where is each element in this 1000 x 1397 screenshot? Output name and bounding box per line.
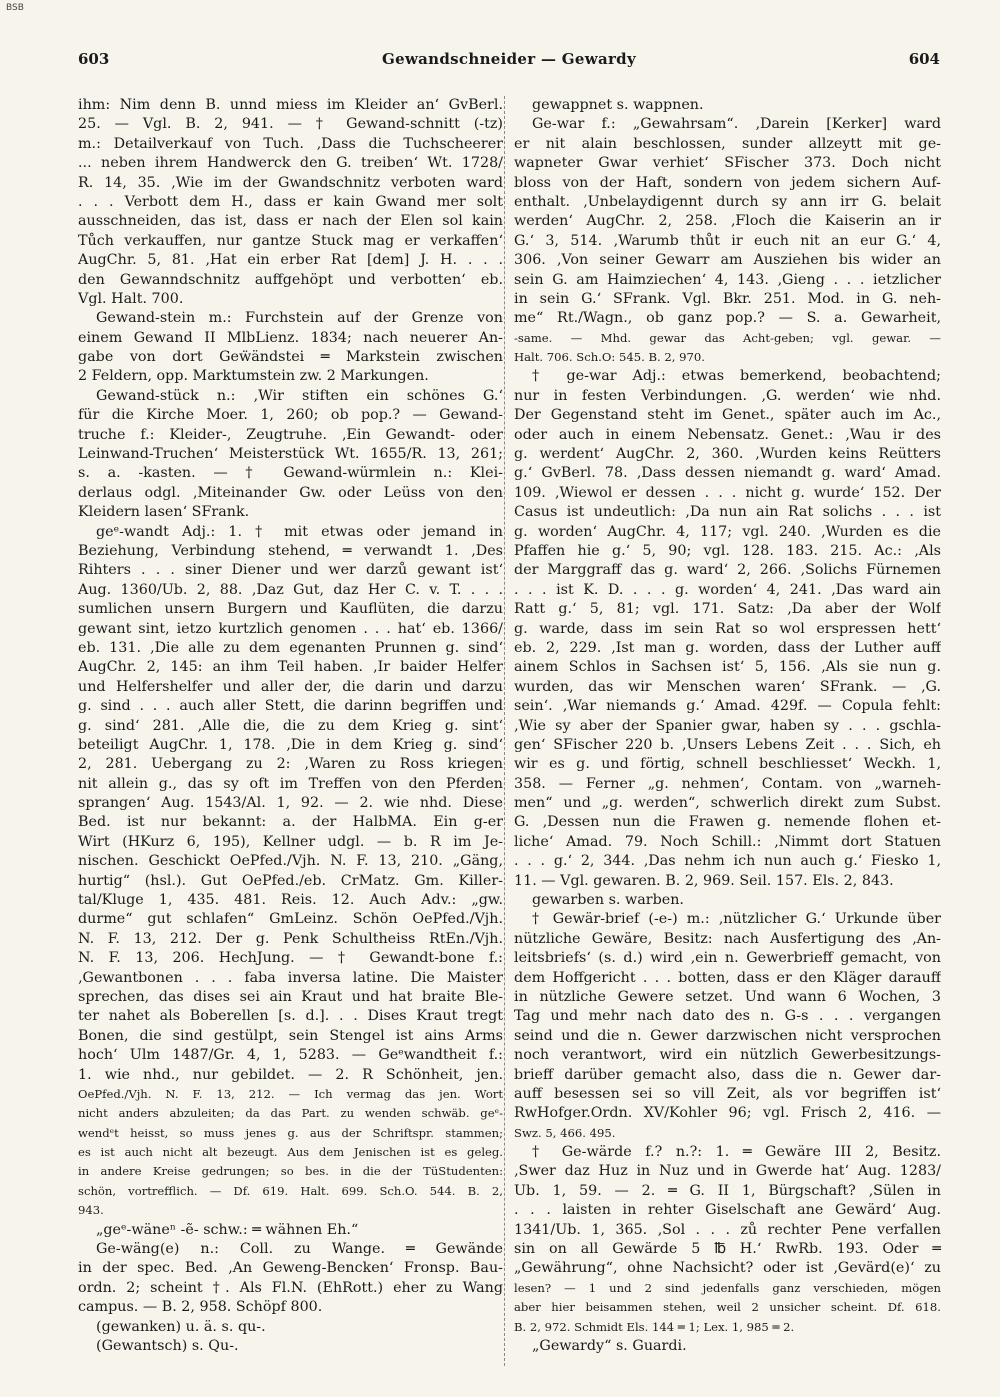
- text-line: hoch‘ Ulm 1487/Gr. 4, 1, 5283. — Geᵉwandtheit f.:: [78, 1047, 503, 1064]
- text-line: nicht anders abzuleiten; da das Part. zu wenden schwäb. geᵉ-: [78, 1106, 503, 1121]
- text-line: derlaus odgl. ‚Miteinander Gw. oder Leüss von den: [78, 484, 503, 501]
- text-line: seind und die n. Gewer darzwischen nicht versprochen: [514, 1027, 941, 1044]
- text-line: campus. — B. 2, 958. Schöpf 800.: [78, 1299, 323, 1316]
- library-stamp: BSB: [6, 3, 24, 13]
- entry-head-line: Gewand-stein m.: Furchstein auf der Grenze von: [96, 310, 503, 327]
- text-line: g. sind‘ 281. ‚Alle die, die zu dem Krieg g. sint‘: [78, 717, 503, 734]
- text-line: enthalt. ‚Unbelaydigennt durch sy ann irr G. belait: [514, 193, 941, 210]
- text-line: bloss von der Haft, sondern von jedem sichern Auf-: [514, 174, 941, 191]
- text-line: in sein G.‘ SFrank. Vgl. Bkr. 251. Mod. in G. neh-: [514, 290, 941, 307]
- text-line: ‚Gewantbonen . . . faba inversa latine. Die Maister: [78, 969, 503, 986]
- text-line: oder auch in einem Nebensatz. Genet.: ‚Wau ir des: [514, 426, 941, 443]
- text-line: . . . g.‘ 2, 344. ‚Das nehm ich nun auch g.‘ Fiesko 1,: [514, 853, 941, 870]
- text-line: g. werdent‘ AugChr. 2, 360. ‚Wurden keins Reütters: [514, 446, 941, 463]
- text-line: g.‘ GvBerl. 78. ‚Dass dessen niemandt g. ward‘ Amad.: [514, 465, 941, 482]
- text-line: truche f.: Kleider-, Zeugtruhe. ‚Ein Gewandt- oder: [78, 426, 503, 443]
- entry-head-line: † ge-war Adj.: etwas bemerkend, beobachtend;: [532, 368, 941, 385]
- text-line: Rihters . . . siner Diener und wer darzů gewant ist‘: [78, 562, 503, 579]
- text-line: sein‘. ‚War niemands g.‘ Amad. 429f. — Copula fehlt:: [514, 698, 941, 715]
- page-number-right: 604: [908, 50, 940, 68]
- text-line: sprangen‘ Aug. 1543/Al. 1, 92. — 2. wie nhd. Diese: [78, 795, 503, 812]
- text-line: wurden, das wir Menschen waren‘ SFrank. — ‚G.: [514, 678, 941, 695]
- text-line: nit allein g., das sy oft im Treffen von den Pferden: [78, 775, 503, 792]
- text-line: Bed. ist nur bekannt: a. der HalbMA. Ein g-er: [78, 814, 503, 831]
- text-line: in nützliche Gewere setzet. Und wann 6 Wochen, 3: [514, 988, 941, 1005]
- text-line: AugChr. 5, 81. ‚Hat ein erber Rat [dem] J. H. . . .: [78, 252, 503, 269]
- text-line: Tůch verkauffen, nur gantze Stuck mag er verkaffen‘: [78, 232, 503, 249]
- text-line: RwHofger.Ordn. XV/Kohler 96; vgl. Frisch 2, 416. —: [514, 1105, 941, 1122]
- text-line: OePfed./Vjh. N. F. 13, 212. — Ich vermag das jen. Wort: [78, 1086, 503, 1101]
- text-line: ordn. 2; scheint †. Als Fl.N. (EhRott.) eher zu Wang: [78, 1279, 503, 1296]
- text-line: eb. 2, 229. ‚Ist man g. worden, dass der Luther auff: [514, 639, 941, 656]
- text-line: Ub. 1, 59. — 2. ═ G. II 1, Bürgschaft? ‚Sülen in: [514, 1182, 941, 1199]
- text-line: „Gewährung“, ohne Nachsicht? oder ist ‚Gevärd(e)‘ zu: [514, 1260, 941, 1277]
- text-line: g. worden‘ AugChr. 4, 117; vgl. 240. ‚Wurden es die: [514, 523, 941, 540]
- text-line: wir es g. und förtig, schnell beschliesset‘ Weckh. 1,: [514, 756, 941, 773]
- text-line: und Helfershelfer und aller der, die darin und darzu: [78, 678, 503, 695]
- entry-head-line: (Gewantsch) s. Qu-.: [96, 1338, 239, 1354]
- text-line: Aug. 1360/Ub. 2, 88. ‚Daz Gut, daz Her C. v. T. . . .: [78, 581, 503, 598]
- text-line: aber hier beisammen stehen, weil 2 unsicher scheint. Df. 618.: [514, 1300, 941, 1315]
- text-line: sprechen, das dises sei ain Kraut und hat braite Ble-: [78, 988, 503, 1005]
- text-line: nützliche Gewäre, Besitz: nach Ausfertigung des ‚An-: [514, 930, 941, 947]
- entry-head-line: geᵉ-wandt Adj.: 1. † mit etwas oder jemand in: [96, 523, 503, 540]
- entry-head-line: Ge-war f.: „Gewahrsam“. ‚Darein [Kerker] ward: [532, 116, 941, 133]
- text-line: AugChr. 2, 145: an ihm Teil haben. ‚Ir baider Helfer: [78, 659, 503, 676]
- text-line: einem Gewand II MlbLienz. 1834; nach neuerer An-: [78, 329, 503, 346]
- text-line: 25. — Vgl. B. 2, 941. — † Gewand-schnitt (-tz): [78, 116, 503, 133]
- text-line: den Gewanndschnitz auffgehöpt und verbotten‘ eb.: [78, 271, 503, 288]
- text-line: ... neben ihrem Handwerck den G. treiben‘ Wt. 1728/: [78, 155, 503, 172]
- text-line: tal/Kluge 1, 435. 481. Reis. 12. Auch Adv.: „gw.: [78, 892, 503, 909]
- text-line: men“ und „g. werden“, schwerlich direkt zum Subst.: [514, 795, 941, 812]
- text-line: G.‘ 3, 514. ‚Warumb thůt ir euch nit an eur G.‘ 4,: [514, 232, 941, 249]
- text-line: g. warde, dass im sein Rat so wol erspressen hett‘: [514, 620, 941, 637]
- text-line: Vgl. Halt. 700.: [78, 290, 184, 307]
- text-line: Leinwand-Truchen‘ Meisterstück Wt. 1655/R. 13, 261;: [78, 446, 503, 463]
- text-line: 2, 281. Uebergang zu 2: ‚Waren zu Ross kriegen: [78, 756, 503, 773]
- text-line: dem Hoffgericht . . . botten, dass er den Kläger darauff: [514, 969, 941, 986]
- text-line: Pfaffen hie g.‘ 5, 90; vgl. 128. 183. 215. Ac.: ‚Als: [514, 542, 941, 559]
- text-line: wendᵉt heisst, so muss jenes g. aus der Schriftspr. stammen;: [78, 1125, 503, 1140]
- text-line: hurtig“ (hsl.). Gut OePfed./eb. CrMatz. Gm. Killer-: [78, 872, 503, 889]
- text-line: Kleidern lasen‘ SFrank.: [78, 504, 250, 521]
- text-line: nischen. Geschickt OePfed./Vjh. N. F. 13, 210. „Gäng,: [78, 853, 503, 870]
- page-number-left: 603: [78, 50, 110, 68]
- text-line: ‚Swer daz Huz in Nuz und in Gwerde hat‘ Aug. 1283/: [514, 1163, 941, 1180]
- text-line: ‚Wie sy aber der Spanier gwar, haben sy . . . gschla-: [514, 717, 941, 734]
- left-column: [78, 96, 503, 1356]
- text-line: sumlichen unsern Burgern und Kauflüten, die darzu: [78, 601, 503, 618]
- text-line: g. sind . . . auch aller Stett, die darinn begriffen und: [78, 698, 503, 715]
- text-line: Casus ist undeutlich: ‚Da nun ain Rat solichs . . . ist: [514, 504, 941, 521]
- text-line: B. 2, 972. Schmidt Els. 144 ═ 1; Lex. 1, 985 ═ 2.: [514, 1319, 795, 1334]
- text-line: N. F. 13, 212. Der g. Penk Schultheiss RtEn./Vjh.: [78, 930, 503, 947]
- text-line: me“ Rt./Wagn., ob ganz pop.? — S. a. Gewarheit,: [514, 310, 941, 327]
- text-line: 943.: [78, 1203, 104, 1218]
- entry-head-line: (gewanken) u. ä. s. qu-.: [96, 1318, 266, 1335]
- text-line: ter nahet als Boberellen [s. d.]. . . Dises Kraut tregt: [78, 1008, 503, 1025]
- running-head: Gewandschneider — Gewardy: [382, 50, 636, 68]
- text-line: Swz. 5, 466. 495.: [514, 1125, 616, 1140]
- text-line: Bonen, die sind gestülpt, sein Stengel ist ains Arms: [78, 1027, 503, 1044]
- text-line: G. ‚Dessen nun die Frawen g. nemende flohen et-: [514, 814, 941, 831]
- text-line: N. F. 13, 206. HechJung. — † Gewandt-bone f.:: [78, 950, 503, 967]
- text-line: 1341/Ub. 1, 365. ‚Sol . . . zů rechter Pene verfallen: [514, 1221, 941, 1238]
- text-line: für die Kirche Moer. 1, 260; ob pop.? — Gewand-: [78, 407, 503, 424]
- text-line: in andere Kreise gedrungen; so bes. in die der TüStudenten:: [78, 1164, 503, 1179]
- text-line: wapneter Gwar verhiet‘ SFischer 373. Doch nicht: [514, 155, 941, 172]
- text-line: -same. — Mhd. gewar das Acht-geben; vgl. gewar. —: [514, 330, 941, 345]
- text-line: gabe von dort Geẅändstei ═ Markstein zwischen: [78, 349, 503, 366]
- entry-head-line: Gewand-stück n.: ‚Wir stiften ein schönes G.‘: [96, 387, 503, 404]
- text-line: . . . ist K. D. . . . g. worden‘ 4, 241. ‚Das ward ain: [514, 581, 941, 598]
- text-line: 306. ‚Von seiner Gewarr am Ausziehen bis wider an: [514, 252, 941, 269]
- text-line: Ratt g.‘ 5, 81; vgl. 171. Satz: ‚Da aber der Wolf: [514, 601, 941, 618]
- text-line: s. a. -kasten. — † Gewand-würmlein n.: Klei-: [78, 465, 503, 482]
- page-header: [78, 50, 940, 72]
- text-line: der Marggraff das g. ward‘ 2, 266. ‚Solichs Fürnemen: [514, 562, 941, 579]
- text-line: lesen? — 1 und 2 sind jedenfalls ganz verschieden, mögen: [514, 1280, 941, 1295]
- entry-head-line: „Gewardy“ s. Guardi.: [532, 1338, 687, 1354]
- text-line: Wirt (HKurz 6, 195), Kellner udgl. — b. R im Je-: [78, 833, 503, 850]
- text-line: sein G. am Haimziechen‘ 4, 143. ‚Gieng . . . ietzlicher: [514, 271, 941, 288]
- text-line: gewant sint, ietzo kurtzlich genomen . . . hat‘ eb. 1366/: [78, 620, 503, 637]
- column-divider: [504, 96, 505, 1366]
- text-line: 2 Feldern, opp. Marktumstein zw. 2 Markungen.: [78, 368, 429, 385]
- text-line: nur in festen Verbindungen. ‚G. werden‘ wie nhd.: [514, 387, 941, 404]
- text-line: schön, vortrefflich. — Df. 619. Halt. 699. Sch.O. 544. B. 2,: [78, 1183, 503, 1198]
- text-line: er nit alain beschlossen, sunder allzeytt mit ge-: [514, 135, 941, 152]
- right-column: [514, 96, 941, 1356]
- text-line: sin on all Gewärde 5 ℔ H.‘ RwRb. 193. Oder ═: [514, 1241, 941, 1258]
- text-line: . . . laisten in rehter Giselschaft ane Gewärd‘ Aug.: [514, 1202, 941, 1219]
- text-line: werden‘ AugChr. 2, 258. ‚Floch die Kaiserin an ir: [514, 213, 941, 230]
- text-line: leitsbriefs‘ (s. d.) wird ‚ein n. Gewerbrieff gemacht, von: [514, 950, 941, 967]
- text-line: liche‘ Amad. 79. Noch Schill.: ‚Nimmt dort Statuen: [514, 833, 941, 850]
- entry-head-line: „geᵉ-wäneⁿ -ẽ- schw.: ═ wähnen Eh.“: [96, 1221, 359, 1238]
- text-line: es ist auch nicht alt bezeugt. Aus dem Jenischen ist es geleg.: [78, 1145, 503, 1160]
- text-line: 109. ‚Wiewol er dessen . . . nicht g. wurde‘ 152. Der: [514, 484, 941, 501]
- text-line: ausschneiden, das ist, dass er nach der Elen sol kain: [78, 213, 503, 230]
- text-line: brieff darüber gemacht also, dass die n. Gewer dar-: [514, 1066, 941, 1083]
- text-line: durme“ gut schlafen“ GmLeinz. Schön OePfed./Vjh.: [78, 911, 503, 928]
- entry-head-line: † Ge-wärde f.? n.?: 1. ═ Gewäre III 2, Besitz.: [532, 1144, 941, 1161]
- text-line: ihm: Nim denn B. unnd miess im Kleider an‘ GvBerl.: [78, 97, 503, 113]
- entry-head-line: gewappnet s. wappnen.: [532, 97, 704, 113]
- text-line: beteiligt AugChr. 1, 178. ‚Die in dem Krieg g. sind‘: [78, 736, 503, 753]
- text-line: 11. — Vgl. gewaren. B. 2, 969. Seil. 157. Els. 2, 843.: [514, 872, 894, 889]
- text-line: Tag und mehr nach dato des n. G-s . . . vergangen: [514, 1008, 941, 1025]
- text-line: R. 14, 35. ‚Wie im der Gwandschnitz verboten ward: [78, 174, 503, 191]
- entry-head-line: † Gewär-brief (-e-) m.: ‚nützlicher G.‘ Urkunde über: [532, 911, 941, 928]
- text-line: . . . Verbott dem H., dass er kain Gwand mer solt: [78, 193, 503, 210]
- text-line: gen‘ SFischer 220 b. ‚Unsers Lebens Zeit . . . Sich, eh: [514, 736, 941, 753]
- text-line: in der spec. Bed. ‚An Geweng-Bencken‘ Fronsp. Bau-: [78, 1260, 503, 1277]
- entry-head-line: gewarben s. warben.: [532, 892, 684, 909]
- text-line: eb. 131. ‚Die alle zu dem egenanten Prunnen g. sind‘: [78, 639, 503, 656]
- text-line: Der Gegenstand steht im Genet., später auch im Ac.,: [514, 407, 941, 424]
- text-line: ainem Schlos in Sachsen ist‘ 5, 156. ‚Als sie nun g.: [514, 659, 941, 676]
- text-line: Beziehung, Verbindung stehend, ═ verwandt 1. ‚Des: [78, 542, 503, 559]
- text-line: m.: Detailverkauf von Tuch. ‚Dass die Tuchscheerer: [78, 135, 503, 152]
- text-line: noch verantwort, wird ein nützlich Gewerbesitzungs-: [514, 1047, 941, 1064]
- entry-head-line: Ge-wäng(e) n.: Coll. zu Wange. ═ Gewände: [96, 1241, 503, 1258]
- text-line: 358. — Ferner „g. nehmen‘, Contam. von „warneh-: [514, 775, 941, 792]
- text-line: Halt. 706. Sch.O: 545. B. 2, 970.: [514, 350, 705, 365]
- text-line: auff besessen sei so vill Zeit, als vor begriffen ist‘: [514, 1085, 941, 1102]
- text-line: 1. wie nhd., nur gebildet. — 2. R Schönheit, jen.: [78, 1066, 503, 1083]
